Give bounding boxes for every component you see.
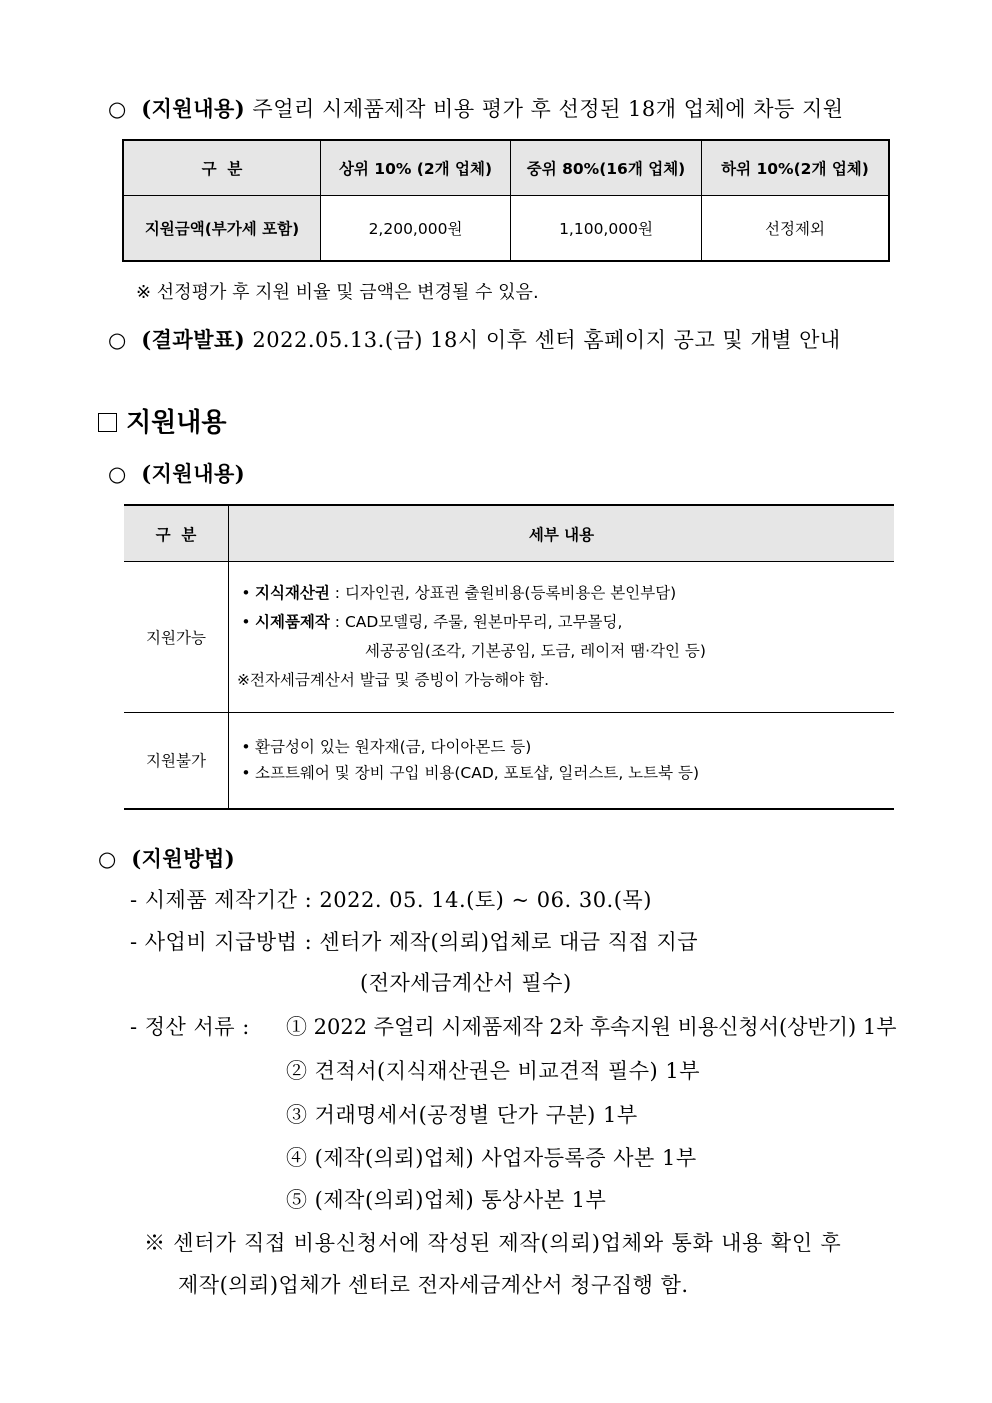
- header-detail: 세부 내용: [229, 505, 895, 562]
- table-row: [124, 713, 894, 809]
- category-eligible: 지원가능: [124, 562, 229, 713]
- row-label: 지원금액(부가세 포함): [123, 196, 321, 262]
- section-heading-text: 지원내용: [126, 408, 227, 438]
- square-bullet-icon: [98, 413, 117, 432]
- amount-top: 2,200,000원: [321, 196, 511, 262]
- list-item: 세공공임(조각, 기본공임, 도금, 레이저 땜·각인 등): [365, 642, 706, 660]
- payment-method-cont: (전자세금계산서 필수): [360, 971, 572, 995]
- doc-item-1: ① 2022 주얼리 시제품제작 2차 후속지원 비용신청서(상반기) 1부: [286, 1015, 897, 1039]
- support-content-bullet-2: [108, 458, 245, 488]
- list-item: • 지식재산권 : 디자인권, 상표권 출원비용(등록비용은 본인부담): [241, 584, 677, 602]
- result-bullet: [108, 324, 841, 354]
- detail-ineligible: [229, 713, 895, 809]
- list-item: • 환금성이 있는 원자재(금, 다이아몬드 등): [241, 738, 532, 757]
- table-header-row: [123, 140, 889, 196]
- header-middle: 중위 80%(16개 업체): [511, 140, 702, 196]
- production-period: - 시제품 제작기간 : 2022. 05. 14.(토) ~ 06. 30.(목): [130, 888, 652, 912]
- doc-item-4: ④ (제작(의뢰)업체) 사업자등록증 사본 1부: [286, 1146, 697, 1170]
- header-top: 상위 10% (2개 업체): [321, 140, 511, 196]
- amount-bottom: 선정제외: [702, 196, 890, 262]
- support-content-label: (지원내용): [141, 96, 246, 121]
- doc-item-5: ⑤ (제작(의뢰)업체) 통상사본 1부: [286, 1188, 607, 1212]
- support-amount-table: [122, 139, 890, 262]
- table-row: [124, 562, 894, 713]
- docs-label: - 정산 서류 :: [130, 1015, 250, 1039]
- circle-bullet: ○: [108, 328, 127, 352]
- amount-middle: 1,100,000원: [511, 196, 702, 262]
- support-detail-table: [124, 504, 894, 810]
- section-heading: [98, 402, 227, 439]
- detail-eligible: [229, 562, 895, 713]
- header-category: 구 분: [124, 505, 229, 562]
- circle-bullet: ○: [108, 97, 127, 121]
- list-note: ※전자세금계산서 발급 및 증빙이 가능해야 함.: [237, 671, 550, 689]
- result-label: (결과발표): [141, 327, 246, 352]
- doc-item-2: ② 견적서(지식재산권은 비교견적 필수) 1부: [286, 1059, 701, 1083]
- payment-method: - 사업비 지급방법 : 센터가 제작(의뢰)업체로 대금 직접 지급: [130, 930, 699, 954]
- support-content-text: 주얼리 시제품제작 비용 평가 후 선정된 18개 업체에 차등 지원: [252, 97, 844, 121]
- header-bottom: 하위 10%(2개 업체): [702, 140, 890, 196]
- header-category: 구 분: [123, 140, 321, 196]
- method-note-line1: ※ 센터가 직접 비용신청서에 작성된 제작(의뢰)업체와 통화 내용 확인 후: [144, 1231, 842, 1255]
- list-item: • 시제품제작 : CAD모델링, 주물, 원본마무리, 고무몰딩,: [241, 613, 623, 631]
- category-ineligible: 지원불가: [124, 713, 229, 809]
- table-header-row: [124, 505, 894, 562]
- result-text: 2022.05.13.(금) 18시 이후 센터 홈페이지 공고 및 개별 안내: [252, 328, 841, 352]
- method-note-line2: 제작(의뢰)업체가 센터로 전자세금계산서 청구집행 함.: [178, 1273, 689, 1297]
- method-bullet: [98, 843, 235, 873]
- doc-item-3: ③ 거래명세서(공정별 단가 구분) 1부: [286, 1103, 638, 1127]
- support-content-label-2: (지원내용): [141, 461, 246, 486]
- selection-note: ※ 선정평가 후 지원 비율 및 금액은 변경될 수 있음.: [136, 282, 539, 303]
- support-content-bullet: [108, 93, 844, 123]
- circle-bullet: ○: [108, 462, 127, 486]
- method-label: (지원방법): [131, 846, 236, 871]
- list-item: • 소프트웨어 및 장비 구입 비용(CAD, 포토샵, 일러스트, 노트북 등): [241, 764, 700, 783]
- circle-bullet: ○: [98, 847, 117, 871]
- table-row: [123, 196, 889, 262]
